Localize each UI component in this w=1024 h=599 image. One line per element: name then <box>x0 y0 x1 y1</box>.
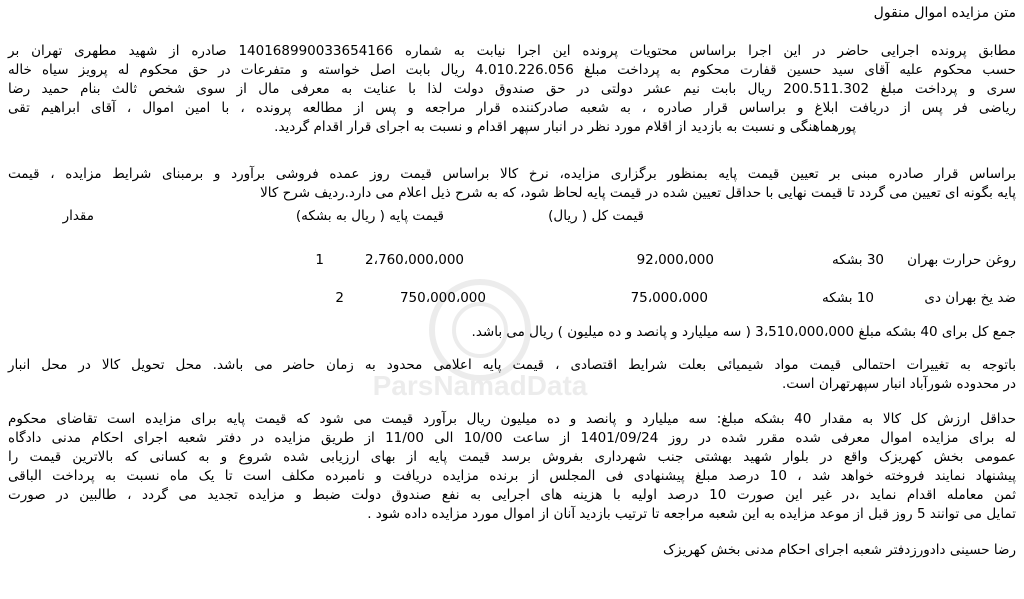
paragraph4-line: پیشنهاد نمایند فروخته خواهد شد ، 10 درصد مبلغ پیشنهادی فی المجلس از برنده مزایده دریافت و نامبرده مکلف است تا یک ماه نسبت به پرداخت الباقی <box>8 468 1017 484</box>
table-header-base-price: قیمت پایه ( ریال به بشکه) <box>295 208 444 224</box>
table-cell-row-number: 1 <box>315 252 324 268</box>
paragraph4-line: تمایل می توانند 5 روز قبل از موعد مزایده به این شعبه مراجعه تا ترتیب بازدید آنان از اموال مورد مزایده داده شود . <box>367 506 1016 522</box>
table-cell-row-number: 2 <box>335 290 344 306</box>
paragraph2-line: پایه بگونه ای تعیین می گردد تا قیمت نهایی با حداقل تعیین شده در قیمت پایه لحاظ شود، که به شرح ذیل اعلام می دارد.ردیف شرح کالا <box>260 185 1016 201</box>
paragraph1-line: پورهماهنگی و نسبت به بازدید از اقلام مورد نظر در انبار سپهر اقدام و نسبت به اجرای قرار اقدام گردید. <box>274 119 856 135</box>
paragraph1-line: ریاضی فر پس از دریافت ابلاغ و براساس قرار صادره ، به شعبه صادرکننده قرار مراجعه و پس از مطالعه پرونده ، با امین اموال ، آقای ابراهیم تقی <box>8 100 1016 116</box>
paragraph1-line: سری و پرداخت مبلغ 200.511.302 ریال بابت نیم عشر دولتی در حق صندوق دولت لذا با عنایت به معرفی مال از سوی شخص ثالث بنام حمید رضا <box>8 81 1017 97</box>
paragraph1-line: مطابق پرونده اجرایی حاضر در این اجرا براساس محتویات پرونده این اجرا نیابت به شماره 140168990033654166 صادره از شهید مطهری تهران بر <box>8 43 1016 59</box>
table-cell-quantity: 10 بشکه <box>822 290 874 306</box>
table-cell-name: ضد یخ بهران دی <box>924 290 1016 306</box>
paragraph3-line: باتوجه به تغییرات احتمالی قیمت مواد شیمیائی بعلت شرایط اقتصادی ، قیمت پایه اعلامی محدود به زمان حاضر می باشد. محل تحویل کالا در محل انبار <box>8 357 1016 373</box>
paragraph4-line: حداقل ارزش کل کالا به مقدار 40 بشکه مبلغ: سه میلیارد و پانصد و ده میلیون ریال برآورد قیمت می شود که قیمت پایه برای مزایده است تقاضای محکوم <box>8 411 1016 427</box>
total-line: جمع کل برای 40 بشکه مبلغ 3،510،000،000 ( سه میلیارد و پانصد و ده میلیون ) ریال می باشد. <box>471 324 1016 340</box>
paragraph4-line: عمومی بخش کهریزک واقع در بلوار شهید بهشتی جنب شهرداری بفروش برسد قیمت پایه از بهای ارزیابی شده شروع و به کسانی که بالاترین قیمت را <box>8 449 1016 465</box>
notice-title: متن مزایده اموال منقول <box>873 5 1016 21</box>
paragraph2-line: براساس قرار صادره مبنی بر تعیین قیمت پایه بمنظور برگزاری مزایده، نرخ کالا براساس قیمت روز عمده فروشی برآورد و برمبنای شرایط مزایده ، قیمت <box>8 166 1016 182</box>
table-cell-base-price: 92،000،000 <box>636 252 714 268</box>
table-cell-name: روغن حرارت بهران <box>907 252 1016 268</box>
paragraph3-line: در محدوده شورآباد انبار سپهرتهران است. <box>781 376 1016 392</box>
paragraph1-line: حسب محکوم علیه آقای سید حسین قفارت محکوم به پرداخت مبلغ 4.010.226.056 ریال بابت اصل خواسته و متفرعات در حق محکوم له پرویز سیاه خاله <box>8 62 1016 78</box>
table-cell-base-price: 75،000،000 <box>630 290 708 306</box>
table-cell-total-price: 750،000،000 <box>399 290 486 306</box>
table-cell-total-price: 2،760،000،000 <box>365 252 464 268</box>
paragraph4-line: له برای مزایده اموال معرفی شده مقرر شده در روز 1401/09/24 از ساعت 10/00 الی 11/00 از طریق مزایده در دفتر شعبه اجرای احکام مدنی دادگاه <box>8 430 1016 446</box>
signature-line: رضا حسینی دادورزدفتر شعبه اجرای احکام مدنی بخش کهریزک <box>663 542 1016 558</box>
paragraph4-line: ثمن معامله اقدام نماید ،در غیر این صورت 10 درصد اولیه با هزینه های اجرایی به نفع صندوق دولت ضبط و مزایده تجدید می گردد ، طالبین در صورت <box>8 487 1016 503</box>
table-header-quantity: مقدار <box>62 208 94 224</box>
table-cell-quantity: 30 بشکه <box>832 252 884 268</box>
watermark-text: ParsNamadData <box>372 370 588 401</box>
table-header-total-price: قیمت کل ( ریال) <box>548 208 644 224</box>
